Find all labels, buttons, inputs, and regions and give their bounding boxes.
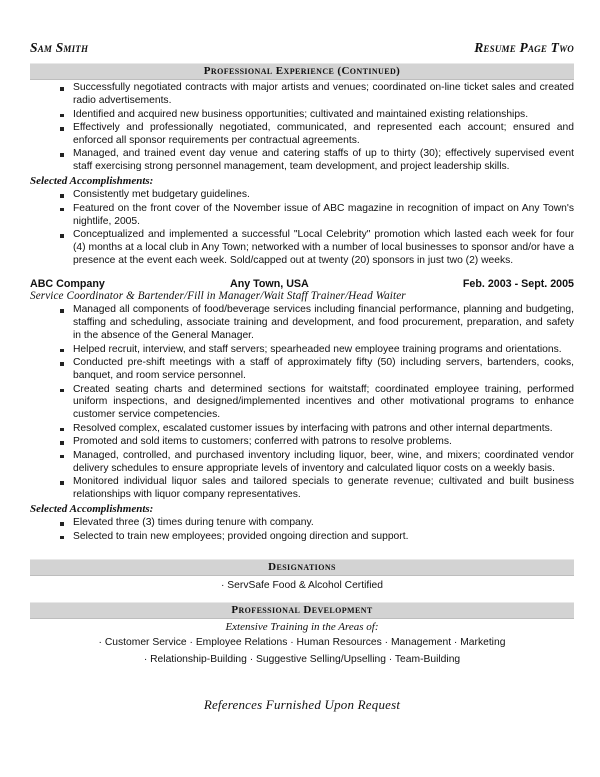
job-dates: Feb. 2003 - Sept. 2005: [462, 278, 574, 291]
continued-experience-accomplishments: [30, 189, 574, 268]
spacer: [30, 593, 574, 602]
list-item: Created seating charts and determined sections for waitstaff; coordinated employee training, performed uniform inspections, and designed/implemented incentives and other motivational programs to enhance customer service competencies.: [60, 384, 574, 423]
list-item: Featured on the front cover of the November issue of ABC magazine in recognition of impact on Any Town's nightlife, 2005.: [60, 203, 574, 229]
list-item: Promoted and sold items to customers; conferred with patrons to resolve problems.: [60, 436, 574, 449]
job-accomplishments: [30, 517, 574, 543]
list-item: Conceptualized and implemented a successful "Local Celebrity" promotion which lasted each week for four (4) months at a local club in Any Town; networked with a number of local businesses to sponsor and/or have a presence at the event each week. Sold/capped out at twenty (20) sponsors in just two (2) weeks.: [60, 229, 574, 268]
list-item: Monitored individual liquor sales and tailored specials to generate revenue; cultivated and built business relationships with liquor company representatives.: [60, 476, 574, 502]
professional-development-line-1: · Customer Service · Employee Relations · Human Resources · Management · Marketing: [98, 637, 506, 649]
job-heading-row: [30, 278, 574, 290]
list-item: Managed, controlled, and purchased inventory including liquor, beer, wine, and mixers; coordinated vendor delivery schedules to ensure appropriate levels of inventory and calculated liquor costs on a weekly basis.: [60, 450, 574, 476]
list-item: Managed all components of food/beverage services including financial performance, planning and budgeting, staffing and scheduling, associate training and development, and food procurement, preparation, and safety in the absence of the General Manager.: [60, 304, 574, 343]
list-item: Conducted pre-shift meetings with a staff of approximately fifty (50) including servers, bartenders, cooks, banquet, and room service personnel.: [60, 357, 574, 383]
section-bar-designations: Designations: [30, 559, 574, 576]
professional-development-line-2: · Relationship-Building · Suggestive Selling/Upselling · Team-Building: [143, 654, 461, 666]
job-company: ABC Company: [30, 278, 105, 291]
list-item: Successfully negotiated contracts with major artists and venues; coordinated on-line ticket sales and created radio advertisements.: [60, 82, 574, 108]
list-item: Helped recruit, interview, and staff servers; spearheaded new employee training programs and orientations.: [60, 344, 574, 357]
professional-development-subtitle: Extensive Training in the Areas of:: [225, 621, 379, 634]
job-title: Service Coordinator & Bartender/Fill in Manager/Wait Staff Trainer/Head Waiter: [30, 290, 406, 303]
page-header: [30, 40, 574, 56]
selected-accomplishments-heading-1: Selected Accomplishments:: [30, 175, 154, 188]
references-footer: References Furnished Upon Request: [203, 697, 401, 713]
list-item: Effectively and professionally negotiated, communicated, and represented each account; ensured and enforced all sponsor requirements per contractual agreements.: [60, 122, 574, 148]
list-item: Elevated three (3) times during tenure with company.: [60, 517, 574, 530]
resume-content: [30, 40, 574, 713]
list-item: Identified and acquired new business opportunities; cultivated and maintained existing relationships.: [60, 109, 574, 122]
selected-accomplishments-heading-2: Selected Accomplishments:: [30, 503, 154, 516]
section-bar-professional-experience: Professional Experience (Continued): [30, 63, 574, 80]
spacer: [30, 544, 574, 559]
continued-experience-bullets: [30, 82, 574, 174]
job-location: Any Town, USA: [230, 278, 309, 291]
list-item: Consistently met budgetary guidelines.: [60, 189, 574, 202]
list-item: Resolved complex, escalated customer issues by interfacing with patrons and other internal departments.: [60, 423, 574, 436]
page-label: Resume Page Two: [474, 40, 574, 55]
list-item: Selected to train new employees; provided ongoing direction and support.: [60, 531, 574, 544]
list-item: Managed, and trained event day venue and catering staffs of up to thirty (30); effectively supervised event staff exercising strong personnel management, team development, and project leadership skills.: [60, 148, 574, 174]
candidate-name: Sam Smith: [30, 40, 89, 55]
job-bullets: [30, 304, 574, 502]
section-bar-professional-development: Professional Development: [30, 602, 574, 619]
designations-list: · ServSafe Food & Alcohol Certified: [221, 580, 383, 592]
